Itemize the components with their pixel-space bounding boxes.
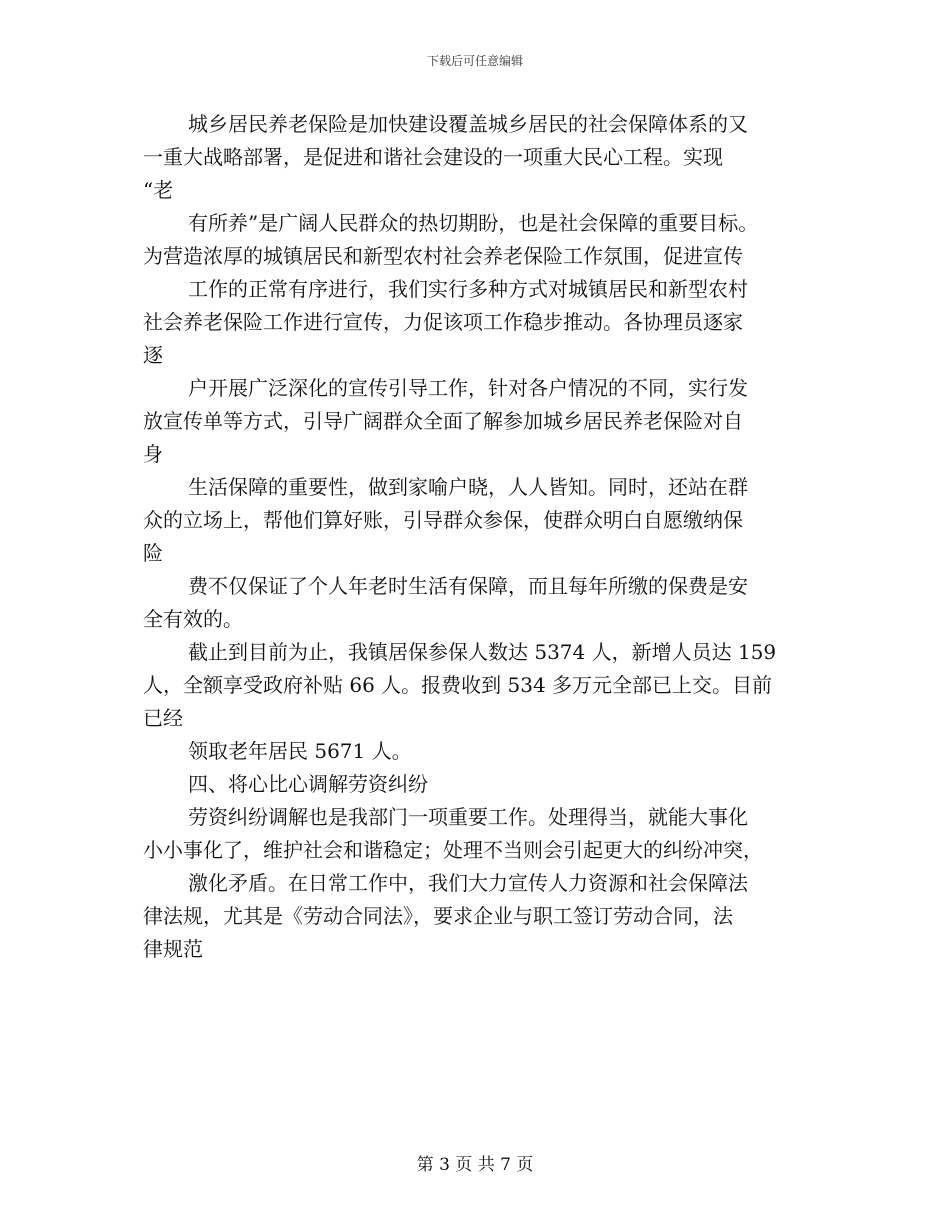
text-line: 户开展广泛深化的宣传引导工作，针对各户情况的不同，实行发 [188, 376, 748, 400]
text-line: 截止到目前为止，我镇居保参保人数达 5374 人，新增人员达 159 [188, 640, 777, 664]
text-line: 全有效的。 [143, 607, 243, 631]
text-line: 社会养老保险工作进行宣传，力促该项工作稳步推动。各协理员逐家 [143, 310, 743, 334]
text-line: 激化矛盾。在日常工作中，我们大力宣传人力资源和社会保障法 [188, 871, 748, 895]
text-line: 城乡居民养老保险是加快建设覆盖城乡居民的社会保障体系的又 [188, 112, 748, 136]
text-line: 律规范 [143, 937, 203, 961]
text-line: 费不仅保证了个人年老时生活有保障，而且每年所缴的保费是安 [188, 574, 748, 598]
text-line: 险 [143, 541, 163, 565]
text-line: “老 [143, 178, 174, 202]
text-line: 律法规，尤其是《劳动合同法》，要求企业与职工签订劳动合同，法 [143, 904, 733, 928]
text-line: 人，全额享受政府补贴 66 人。报费收到 534 多万元全部已上交。目前 [143, 673, 773, 697]
text-line: 放宣传单等方式，引导广阔群众全面了解参加城乡居民养老保险对自 [143, 409, 743, 433]
text-line: 一重大战略部署，是促进和谐社会建设的一项重大民心工程。实现 [143, 145, 723, 169]
text-line: 生活保障的重要性，做到家喻户晓，人人皆知。同时，还站在群 [188, 475, 748, 499]
text-line: 有所养”是广阔人民群众的热切期盼，也是社会保障的重要目标。 [188, 211, 759, 235]
page-header: 下载后可任意编辑 [426, 54, 523, 68]
text-line: 众的立场上，帮他们算好账，引导群众参保，使群众明白自愿缴纳保 [143, 508, 743, 532]
text-line: 四、将心比心调解劳资纠纷 [188, 772, 428, 796]
document-body [143, 108, 807, 966]
text-line: 工作的正常有序进行，我们实行多种方式对城镇居民和新型农村 [188, 277, 748, 301]
text-line: 逐 [143, 343, 163, 367]
text-line: 为营造浓厚的城镇居民和新型农村社会养老保险工作氛围，促进宣传 [143, 244, 743, 268]
text-line: 已经 [143, 706, 183, 730]
page-footer: 第 3 页 共 7 页 [416, 1155, 534, 1175]
text-line: 劳资纠纷调解也是我部门一项重要工作。处理得当，就能大事化 [188, 805, 748, 829]
text-line: 身 [143, 442, 163, 466]
text-line: 领取老年居民 5671 人。 [188, 739, 412, 763]
text-line: 小小事化了，维护社会和谐稳定；处理不当则会引起更大的纠纷冲突， [143, 838, 763, 862]
